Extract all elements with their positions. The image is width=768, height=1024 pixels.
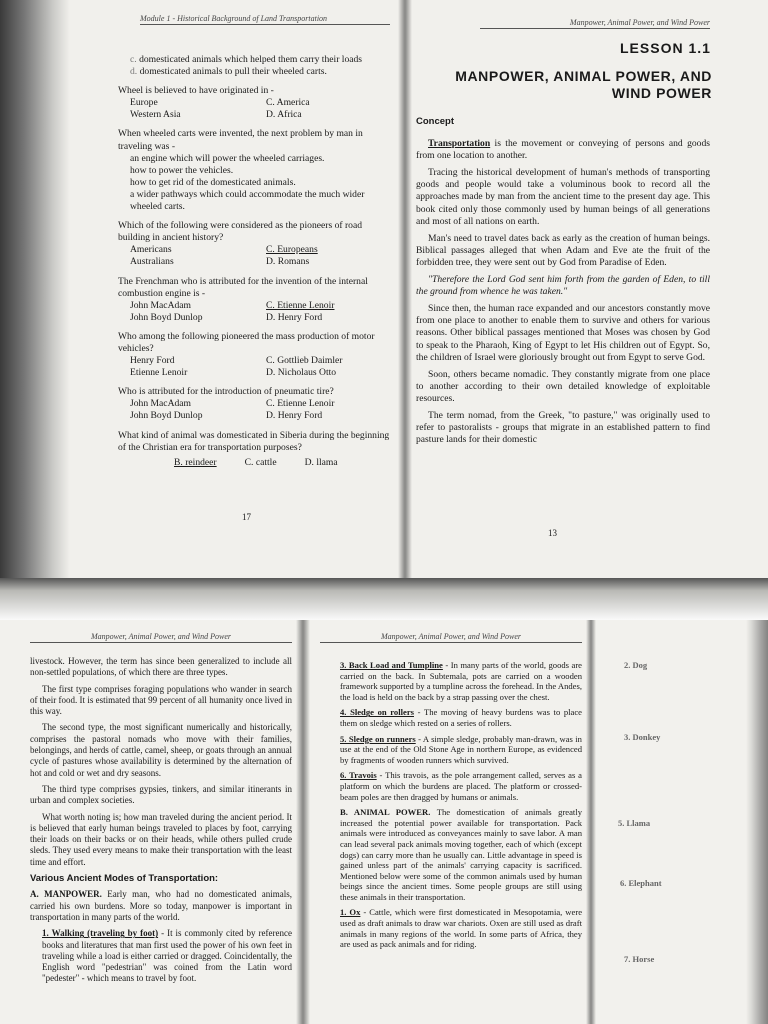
option-a: Europe xyxy=(130,97,158,109)
quiz-item-7 xyxy=(118,430,394,469)
option-text: domesticated animals to pull their wheeled carts. xyxy=(139,66,327,78)
option-d: D. llama xyxy=(304,456,338,468)
section-text: Early man, who had no domesticated animals, carried his own burdens. More so today, manpower is important in transportation in many parts of the world. xyxy=(30,889,292,922)
paragraph: Soon, others became nomadic. They constantly migrate from one place to another according to their own detailed knowledge of exploitable resources. xyxy=(416,368,710,404)
item-label: 1. Walking (traveling by foot) xyxy=(42,928,159,939)
item-text: - The moving of heavy burdens was to place them on sledge which rested on a series of rollers. xyxy=(340,707,582,728)
option-c: C. Europeans xyxy=(266,244,318,256)
paragraph-definition xyxy=(416,138,710,162)
paragraph: livestock. However, the term has since been generalized to include all non-settled populations, of which there are three types. xyxy=(30,656,292,678)
option-d: D. Henry Ford xyxy=(266,311,323,323)
option-a: Henry Ford xyxy=(130,355,175,367)
option-c: C. Gottlieb Daimler xyxy=(266,355,343,367)
scan-shadow-right xyxy=(746,620,768,1024)
item-text: - This travois, as the pole arrangement called, serves as a platform on which the burdens are placed. The platform or crossed-beam poles are then dragged by humans or animals. xyxy=(340,770,582,802)
item-text: - A simple sledge, probably man-drawn, was in use at the end of the Old Stone Age in northern Europe, as evidenced by fragments of wooden runners which survived. xyxy=(340,733,582,765)
running-head-left: Module 1 - Historical Background of Land Transportation xyxy=(140,14,390,25)
option-b: how to power the vehicles. xyxy=(130,164,234,176)
running-head-middle: Manpower, Animal Power, and Wind Power xyxy=(320,632,582,643)
quiz-item-6 xyxy=(118,386,394,422)
question-stem: Wheel is believed to have originated in - xyxy=(118,85,274,97)
paragraph: Tracing the historical development of human's methods of transporting goods and people would take a voluminous book to record all the approaches made by man from the ancient time to the present day age. This book cited only those commonly used by human beings of all generations and most of all nations on earth. xyxy=(416,167,710,227)
quiz-item-prev: c. domesticated animals which helped them carry their loads d. domesticated animals to pull their wheeled carts. xyxy=(130,54,363,78)
option-d: a wider pathways which could accommodate the much wider wheeled carts. xyxy=(130,188,365,213)
option-c: C. Etienne Lenoir xyxy=(266,299,335,311)
quiz-item-3 xyxy=(118,220,394,268)
option-a: John MacAdam xyxy=(130,398,192,410)
section-label: A. MANPOWER. xyxy=(30,889,102,900)
option-d: D. Romans xyxy=(266,256,310,268)
paragraph: What worth noting is; how man traveled during the ancient period. It is believed that early human beings traveled to places by foot, carrying their loads on their backs or on their heads, while others pulled crude sleds. They used every means to make their transportation with the least time and effort. xyxy=(30,811,292,867)
quiz-column xyxy=(118,54,394,476)
running-head-right: Manpower, Animal Power, and Wind Power xyxy=(480,18,710,29)
question-stem: Who is attributed for the introduction of pneumatic tire? xyxy=(118,386,334,398)
quiz-item-1 xyxy=(118,85,394,121)
paragraph: Since then, the human race expanded and our ancestors constantly move from one place to another to enable them to survive and others for various reasons. Other biblical passages mentioned that Moses was chosen by God to speak to the Pharaoh, King of Egypt to let His children out of Egypt. So, the children of Israel were gloriously brought out from Egypt to serve God. xyxy=(416,303,710,363)
list-item-travois xyxy=(340,770,582,802)
list-item-sledge-runners xyxy=(340,734,582,766)
item-label: 4. Sledge on rollers xyxy=(340,707,414,718)
scan-shadow-left xyxy=(0,0,70,578)
section-text: The domestication of animals greatly increased the potential power available for transportation. Pack animals were introduced as conveyances mainly to save labor. A man can lead several pack animals moving together, each of which (except dogs) can carry more than he usually can. Little advantage in speed is gained unless part of the animals' carrying capacity is sacrificed. Mentioned below were some of the common animals used by human beings since the ancient times. Some people groups are still using these animals in their transportation. xyxy=(340,807,583,902)
bible-quote: "Therefore the Lord God sent him forth from the garden of Eden, to till the ground from whence he was taken." xyxy=(416,274,710,298)
option-a: Americans xyxy=(130,244,172,256)
question-stem: What kind of animal was domesticated in Siberia during the beginning of the Christian era for transportation purposes? xyxy=(118,429,390,453)
side-heading-horse: 7. Horse xyxy=(624,954,655,964)
list-item-walking xyxy=(30,928,292,984)
section-heading: Various Ancient Modes of Transportation: xyxy=(30,873,219,885)
option-b: Australians xyxy=(130,256,174,268)
book-gutter xyxy=(296,620,310,1024)
option-b: Western Asia xyxy=(130,109,181,121)
bottom-page-spread xyxy=(0,620,768,1024)
option-c: C. cattle xyxy=(244,456,277,468)
option-d: D. Africa xyxy=(266,109,302,121)
paragraph: The first type comprises foraging populations who wander in search of their food. It is estimated that 99 percent of all humanity once lived in this way. xyxy=(30,683,292,717)
lesson-title-line-2: WIND POWER xyxy=(611,85,712,101)
paragraph: The term nomad, from the Greek, "to pasture," was originally used to refer to pastoralists - groups that migrate in an established pattern to find pasture lands for their domestic xyxy=(416,409,710,446)
quiz-item-4 xyxy=(118,276,394,324)
list-item-backload xyxy=(340,660,582,702)
item-label: 3. Back Load and Tumpline xyxy=(340,660,443,670)
option-b: B. reindeer xyxy=(174,456,217,468)
option-b: John Boyd Dunlop xyxy=(130,410,203,422)
quiz-item-2 xyxy=(118,128,394,213)
quiz-item-5 xyxy=(118,331,394,379)
page-number-right: 13 xyxy=(548,528,557,538)
list-item-ox xyxy=(340,907,582,949)
option-a: John MacAdam xyxy=(130,299,192,311)
option-c: how to get rid of the domesticated animals. xyxy=(130,176,296,188)
body-column-left xyxy=(30,656,292,990)
option-c: C. America xyxy=(266,97,310,109)
running-head-left: Manpower, Animal Power, and Wind Power xyxy=(30,632,292,643)
paragraph: Man's need to travel dates back as early as the creation of human beings. Biblical passages alleged that when Adam and Eve ate the fruit of the forbidden tree, they were sent out by God from Paradise of Eden. xyxy=(416,232,710,268)
side-heading-donkey: 3. Donkey xyxy=(624,732,661,742)
lesson-number: LESSON 1.1 xyxy=(620,40,711,56)
item-label: 5. Sledge on runners xyxy=(340,733,416,744)
book-gutter xyxy=(586,620,596,1024)
option-c: C. Etienne Lenoir xyxy=(266,398,335,410)
option-d: D. Henry Ford xyxy=(266,410,323,422)
question-stem: When wheeled carts were invented, the next problem by man in traveling was - xyxy=(118,128,363,152)
side-heading-elephant: 6. Elephant xyxy=(620,878,662,888)
lesson-title-line-1: MANPOWER, ANIMAL POWER, AND xyxy=(455,68,712,84)
lesson-body xyxy=(416,116,710,451)
book-gutter xyxy=(398,0,412,578)
paragraph: The third type comprises gypsies, tinkers, and similar itinerants in urban and complex societies. xyxy=(30,783,292,806)
lesson-title xyxy=(430,68,712,102)
paragraph-animal-power xyxy=(340,807,582,902)
list-item-sledge-rollers xyxy=(340,707,582,728)
item-text: - It is commonly cited by reference books and literatures that man first used the power of his own feet in traveling while a load is either carried or dragged. Coincidentally, the English word "pedestrian" was coined from the Latin word "pedester" - which means to travel by foot. xyxy=(42,928,292,984)
paragraph: The second type, the most significant numerically and historically, comprises the pastoral nomads who move with their families, belongings, and herds of cattle, camel, sheep, or goats through an annual cycle of pastures whose availability is determined by the alternation of hot and cold or wet and dry seasons. xyxy=(30,722,292,778)
option-text: domesticated animals which helped them carry their loads xyxy=(139,54,363,65)
question-stem: The Frenchman who is attributed for the invention of the internal combustion engine is - xyxy=(118,275,368,299)
paragraph-manpower xyxy=(30,889,292,923)
body-column-middle xyxy=(340,660,582,955)
definition-text: is the movement or conveying of persons and goods from one location to another. xyxy=(416,138,710,162)
option-b: Etienne Lenoir xyxy=(130,367,188,379)
question-stem: Which of the following were considered as the pioneers of road building in ancient history? xyxy=(118,220,363,244)
page-number-left: 17 xyxy=(242,512,251,522)
section-label: B. ANIMAL POWER. xyxy=(340,807,431,818)
question-stem: Who among the following pioneered the mass production of motor vehicles? xyxy=(118,330,375,354)
option-b: John Boyd Dunlop xyxy=(130,311,203,323)
item-text: - In many parts of the world, goods are carried on the back. In Subtemala, pots are carried on a wooden framework supported by a tumpline across the forehead. In the Andes, the load is held on the back by a strap passing over the chest. xyxy=(340,660,582,702)
concept-heading: Concept xyxy=(416,116,454,127)
option-a: an engine which will power the wheeled carriages. xyxy=(130,152,325,164)
scan-separator-band xyxy=(0,578,768,620)
item-label: 1. Ox xyxy=(340,907,361,918)
side-heading-llama: 5. Llama xyxy=(618,818,651,828)
option-d: D. Nicholaus Otto xyxy=(266,367,337,379)
item-text: - Cattle, which were first domesticated in Mesopotamia, were used as draft animals to draw war chariots. Oxen are still used as draft animals in many regions of the world. In some parts of Africa, they are used as pack animals and for riding. xyxy=(340,907,583,950)
item-label: 6. Travois xyxy=(340,770,377,781)
term-transportation: Transportation xyxy=(428,138,491,150)
side-heading-dog: 2. Dog xyxy=(624,660,648,670)
